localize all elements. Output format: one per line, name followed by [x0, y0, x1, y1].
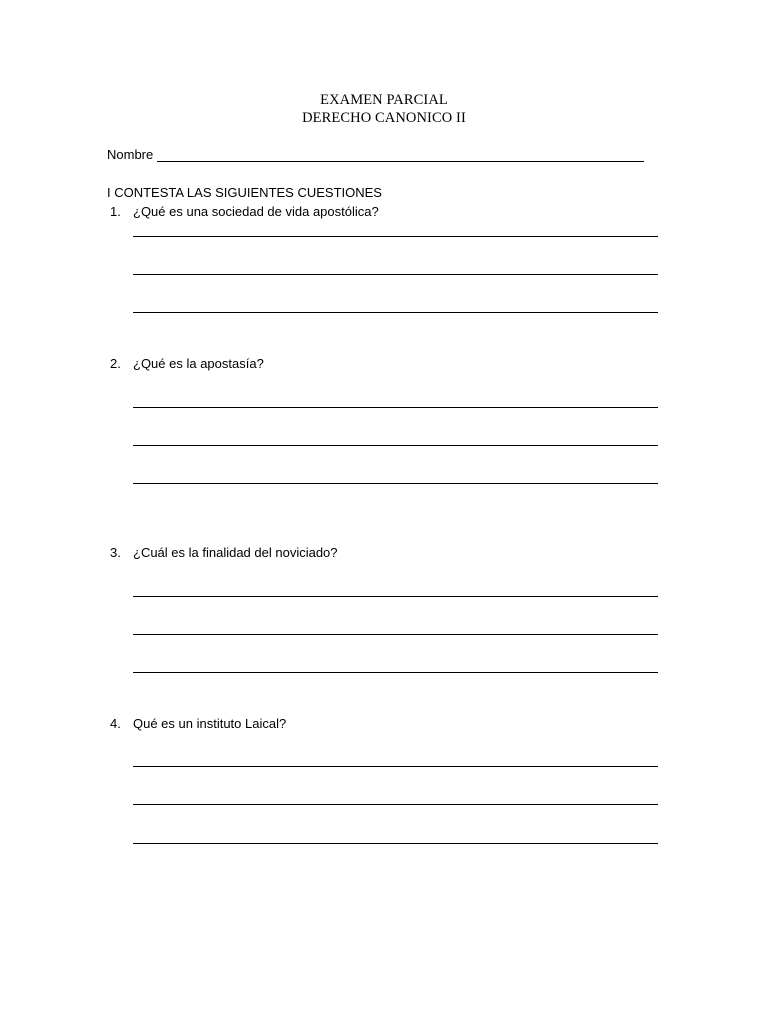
answer-line[interactable]	[133, 672, 658, 673]
answer-line[interactable]	[133, 766, 658, 767]
question-text: Qué es un instituto Laical?	[133, 716, 287, 731]
question-number: 2.	[110, 356, 121, 371]
answer-line[interactable]	[133, 483, 658, 484]
answer-line[interactable]	[133, 407, 658, 408]
answer-line[interactable]	[133, 596, 658, 597]
section-heading: I CONTESTA LAS SIGUIENTES CUESTIONES	[107, 185, 382, 200]
answer-line[interactable]	[133, 312, 658, 313]
question-text: ¿Cuál es la finalidad del noviciado?	[133, 545, 338, 560]
question-number: 1.	[110, 204, 121, 219]
question-text: ¿Qué es una sociedad de vida apostólica?	[133, 204, 379, 219]
exam-title: EXAMEN PARCIAL	[320, 92, 448, 108]
answer-line[interactable]	[133, 634, 658, 635]
answer-line[interactable]	[133, 843, 658, 844]
name-answer-line[interactable]	[157, 161, 644, 162]
answer-line[interactable]	[133, 445, 658, 446]
question-number: 4.	[110, 716, 121, 731]
exam-subtitle: DERECHO CANONICO II	[302, 110, 466, 126]
answer-line[interactable]	[133, 274, 658, 275]
name-label: Nombre	[107, 147, 154, 162]
question-number: 3.	[110, 545, 121, 560]
answer-line[interactable]	[133, 804, 658, 805]
answer-line[interactable]	[133, 236, 658, 237]
question-text: ¿Qué es la apostasía?	[133, 356, 264, 371]
